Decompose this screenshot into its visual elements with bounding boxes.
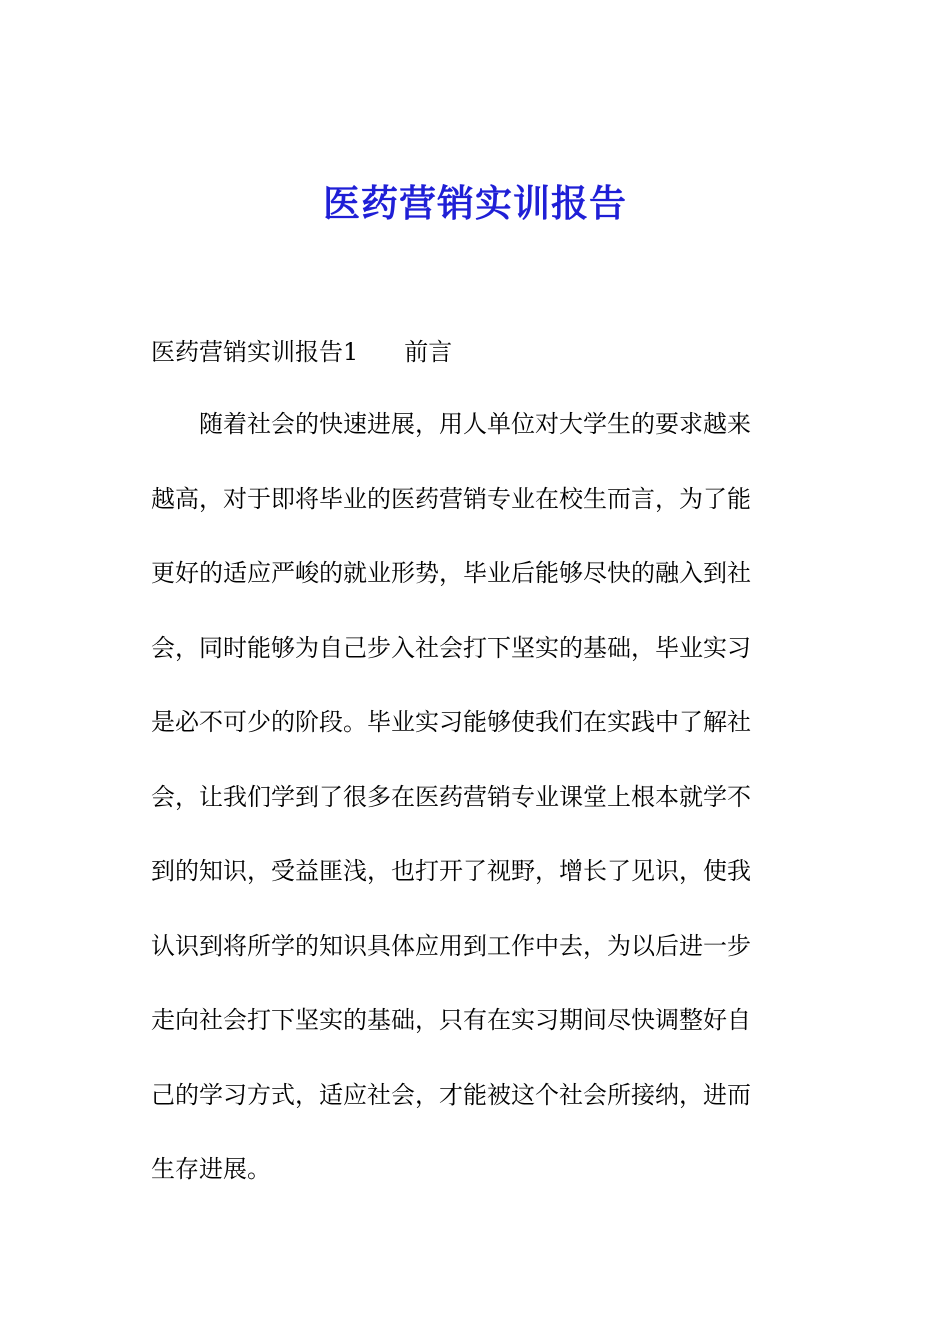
- paragraph-line: 更好的适应严峻的就业形势，毕业后能够尽快的融入到社: [151, 559, 751, 587]
- paragraph-line: 会，让我们学到了很多在医药营销专业课堂上根本就学不: [151, 782, 751, 811]
- paragraph-line: 认识到将所学的知识具体应用到工作中去，为以后进一步: [151, 931, 751, 960]
- paragraph-line: 越高，对于即将毕业的医药营销专业在校生而言，为了能: [151, 484, 751, 513]
- body-paragraph: [151, 406, 791, 1226]
- paragraph-line: 己的学习方式，适应社会，才能被这个社会所接纳，进而: [151, 1080, 751, 1109]
- paragraph-line: 是必不可少的阶段。毕业实习能够使我们在实践中了解社: [151, 708, 751, 736]
- section-label: 医药营销实训报告1: [151, 338, 359, 366]
- section-title: 前言: [404, 338, 453, 366]
- document-title: 医药营销实训报告: [323, 181, 627, 225]
- section-heading: [151, 334, 452, 370]
- paragraph-line: 随着社会的快速进展，用人单位对大学生的要求越来: [199, 410, 751, 438]
- paragraph-line: 走向社会打下坚实的基础，只有在实习期间尽快调整好自: [151, 1006, 751, 1034]
- paragraph-line: 到的知识，受益匪浅，也打开了视野，增长了见识，使我: [151, 857, 751, 885]
- paragraph-line: 会，同时能够为自己步入社会打下坚实的基础，毕业实习: [151, 633, 751, 662]
- paragraph-line: 生存进展。: [151, 1155, 271, 1183]
